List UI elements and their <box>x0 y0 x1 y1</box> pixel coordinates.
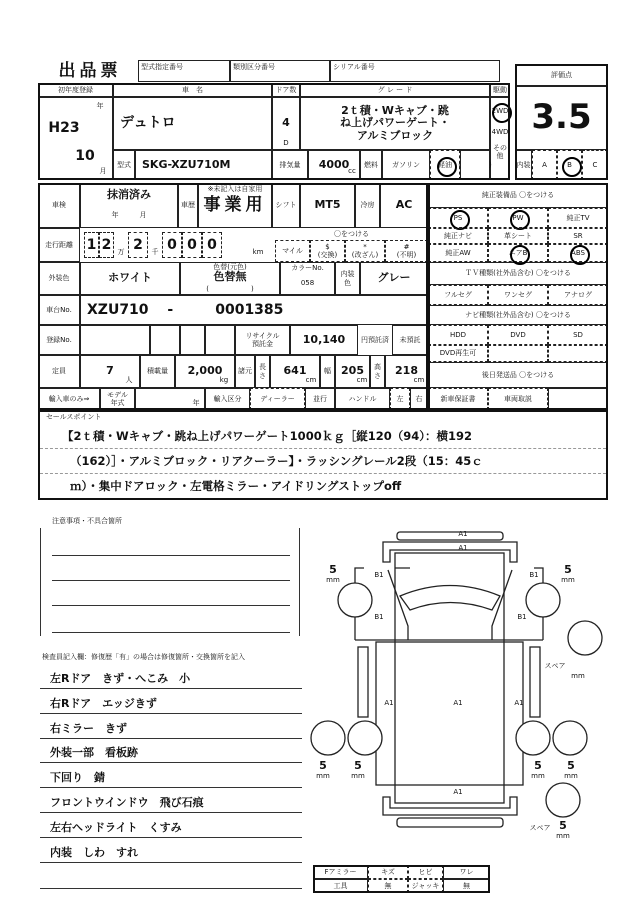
front-left-tire <box>338 583 372 617</box>
length-value: 641 <box>270 355 320 388</box>
tv-fullseg: フルセグ <box>428 285 488 305</box>
color-number: 058 <box>300 278 315 287</box>
inspector-label: 検査員記入欄：修復歴「有」の場合は修復箇所・交換箇所を記入 <box>42 653 245 661</box>
shift-value: MT5 <box>300 183 355 228</box>
tire-tread-depth: 5 <box>319 758 327 772</box>
chassis-label: 車台No. <box>38 295 80 325</box>
cc-unit: cc <box>348 166 356 175</box>
damage-code-label: A1 <box>514 698 524 707</box>
damage-code-label: A1 <box>384 698 394 707</box>
mm-unit: mm <box>561 576 575 585</box>
navi-sd: SD <box>548 325 608 345</box>
mileage-mark-label: 〇をつける <box>334 229 369 238</box>
sen-unit: 千 <box>151 247 159 256</box>
drive-2wd: 2WD <box>490 100 510 122</box>
mm-unit: mm <box>351 772 365 781</box>
right-side-skirt <box>530 647 540 717</box>
table-cell: キズ <box>368 865 408 879</box>
inspector-note-item: 内装 しわ すれ <box>50 845 138 859</box>
car-name-label: 車 名 <box>113 83 272 97</box>
fuel-other: ( ) <box>460 150 490 180</box>
tv-oneseg: ワンセグ <box>488 285 548 305</box>
spare-tire-2 <box>546 783 580 817</box>
table-cell: 無 <box>368 879 408 893</box>
damage-code-label: B1 <box>374 612 384 621</box>
spare-tire-1 <box>568 621 602 655</box>
recycle-amount: 10,140 <box>290 325 358 355</box>
equipment-ABS: ABS <box>548 244 608 262</box>
sales-point-label: セールスポイント <box>46 413 102 421</box>
cab-outline <box>355 568 543 640</box>
handle-label: ハンドル <box>335 388 390 410</box>
rear-left-inner-tire <box>348 721 382 755</box>
drive-other: その他 <box>493 143 507 160</box>
table-cell: ワレ <box>443 865 490 879</box>
door-count: 4 <box>272 97 300 150</box>
sales-point-line: （162）］・アルミブロック・リアクーラー】・ラッシングレール2段（15：45ｃ <box>70 454 483 468</box>
bed-outline <box>376 642 523 785</box>
table-cell: Fアミラー <box>313 865 368 879</box>
width-label: 幅 <box>320 355 335 388</box>
equipment-純正ナビ: 純正ナビ <box>428 228 488 244</box>
first-registration-label: 初年度登録 <box>38 83 113 97</box>
history-label: 車歴 <box>178 183 198 228</box>
model-code: SKG-XZU710M <box>135 150 272 180</box>
color-change: 色替無 <box>213 270 247 284</box>
equipment-PW: PW <box>488 208 548 228</box>
notes-label: 注意事項・不具合箇所 <box>52 517 122 525</box>
rear-left-outer-tire <box>311 721 345 755</box>
grade-label: グ レ ー ド <box>300 83 490 97</box>
front-right-tire <box>526 583 560 617</box>
windshield <box>400 586 500 611</box>
car-name: デュトロ <box>113 97 272 150</box>
tire-tread-depth: 5 <box>567 758 575 772</box>
mm-unit: mm <box>531 772 545 781</box>
inspection-value: 抹消済み <box>107 187 151 201</box>
navi-hdd: HDD <box>428 325 488 345</box>
vehicle-manual: 車両取説 <box>488 388 548 410</box>
form-title: 出品票 <box>58 61 122 82</box>
equipment-PS: PS <box>428 208 488 228</box>
mileage-digit: 0 <box>182 232 202 258</box>
mm-unit: mm <box>556 832 570 841</box>
km-unit: km <box>252 247 264 256</box>
inspection-label: 車検 <box>38 183 80 228</box>
damage-code-label: A1 <box>458 529 468 538</box>
model-year-label: モデル 年式 <box>100 388 135 410</box>
table-cell: 工具 <box>313 879 368 893</box>
damage-code-label: A1 <box>458 543 468 552</box>
ac-value: AC <box>380 183 428 228</box>
fuel-diesel: 軽油 <box>430 150 460 180</box>
damage-code-label: B1 <box>374 570 384 579</box>
handle-right: 右 <box>410 388 428 410</box>
load-label: 積載量 <box>140 355 175 388</box>
score-label: 評価点 <box>515 64 608 86</box>
grade: 2ｔ積・Wキャブ・跳 ね上げパワーゲート・ アルミブロック <box>300 97 490 150</box>
spare-label-2: スペア <box>529 823 551 832</box>
rear-right-inner-tire <box>516 721 550 755</box>
load-unit: kg <box>219 376 229 385</box>
category-number-field: 類別区分番号 <box>230 60 330 82</box>
spec-label: 諸元 <box>235 355 255 388</box>
mileage-digit: 2 <box>99 232 114 258</box>
exterior-color-label: 外装色 <box>38 262 80 295</box>
recycle-not-deposited: 未預託 <box>392 325 428 355</box>
mileage-digit: 2 <box>128 232 148 258</box>
history-note: ※未記入は自家用 <box>207 184 263 193</box>
front-bumper-outer <box>397 532 503 540</box>
color-change-label: 色替(元色) <box>213 263 247 272</box>
import-parallel: 並行 <box>305 388 335 410</box>
tv-analog: アナログ <box>548 285 608 305</box>
mile-option: マイル <box>275 240 310 262</box>
drive-4wd: 4WD <box>491 127 509 136</box>
inspector-note-item: 右ミラー きず <box>50 721 127 735</box>
model-year-unit: 年 <box>192 398 200 407</box>
damage-code-label: A1 <box>453 787 463 796</box>
serial-number-field: シリアル番号 <box>330 60 500 82</box>
mm-unit: mm <box>571 672 585 681</box>
inspector-note-item: 左Rドア きず・へこみ 小 <box>50 672 191 685</box>
era-year: H23 <box>48 119 80 136</box>
rear-right-outer-tire <box>553 721 587 755</box>
capacity-label: 定員 <box>38 355 80 388</box>
fuel-gasoline: ガソリン <box>382 150 430 180</box>
score-value: 3.5 <box>515 86 608 150</box>
navi-dvd: DVD <box>488 325 548 345</box>
door-unit: D <box>283 138 289 147</box>
exterior-color: ホワイト <box>80 262 180 295</box>
inspector-note-item: 右Rドア エッジきず <box>50 696 157 710</box>
interior-score-label: 内装 <box>515 150 532 180</box>
sales-point-line: ｍ）・集中ドアロック・左電格ミラー・アイドリングストップoff <box>70 479 402 493</box>
mileage-digit: 0 <box>162 232 182 258</box>
capacity-value: 7 <box>80 355 140 388</box>
mm-unit: mm <box>316 772 330 781</box>
registration-month: 10 <box>75 147 95 164</box>
mm-unit: mm <box>564 772 578 781</box>
tire-tread-depth: 5 <box>329 562 337 576</box>
damage-code-label: B1 <box>529 570 539 579</box>
table-cell: ジャッキ <box>408 879 443 893</box>
history-value: 事業用 <box>198 183 272 228</box>
equipment-エアB: エアB <box>488 244 548 262</box>
table-cell: ヒビ <box>408 865 443 879</box>
length-label: 長 さ <box>255 355 270 388</box>
inspector-note-item: 下回り 錆 <box>50 771 105 785</box>
load-value: 2,000 <box>175 355 235 388</box>
cm-unit: cm <box>305 376 317 385</box>
left-side-skirt <box>358 647 368 717</box>
damage-code-label: B1 <box>517 612 527 621</box>
equipment-SR: SR <box>548 228 608 244</box>
exchanged-option: $ (交換) <box>310 240 345 262</box>
inspector-note-item: 左右ヘッドライト くすみ <box>50 820 182 834</box>
sales-point-line: 【2ｔ積・Wキャブ・跳ね上げパワーゲート1000ｋｇ［縦120（94）：横192 <box>62 429 472 443</box>
drive-label: 駆動 <box>490 83 510 97</box>
navi-type-label: ナビ種類(社外品含む) 〇をつける <box>428 305 608 325</box>
front-bumper <box>383 542 517 562</box>
damage-code-label: A1 <box>453 698 463 707</box>
tire-tread-depth: 5 <box>564 562 572 576</box>
month-unit: 月 <box>99 166 107 175</box>
inspection-date: 年 月 <box>111 210 147 219</box>
shift-label: シフト <box>272 183 300 228</box>
interior-score-a: A <box>532 150 557 180</box>
recycle-deposited: 円預託済 <box>361 335 389 344</box>
cm-unit: cm <box>356 376 368 385</box>
equipment-純正AW: 純正AW <box>428 244 488 262</box>
body-outline <box>395 553 504 803</box>
fuel-label: 燃料 <box>360 150 382 180</box>
rear-bar <box>397 818 503 827</box>
import-label: 輸入車のみ⇒ <box>38 388 100 410</box>
chassis-number: XZU710 - 0001385 <box>80 295 428 325</box>
tv-type-label: ＴＶ種類(社外品含む) 〇をつける <box>428 262 608 285</box>
interior-color: グレー <box>360 262 428 295</box>
import-dealer: ディーラー <box>250 388 305 410</box>
inspector-note-item: 外装一部 看板跡 <box>50 746 138 760</box>
registration-label: 登録No. <box>38 325 80 355</box>
spare-label-1: スペア <box>544 661 566 670</box>
mm-unit: mm <box>326 576 340 585</box>
tire-tread-depth: 5 <box>534 758 542 772</box>
model-designation-field: 型式指定番号 <box>138 60 230 82</box>
unknown-option: # (不明) <box>385 240 428 262</box>
inspector-note-item: フロントウインドウ 飛び石痕 <box>50 796 204 809</box>
interior-score-b: B <box>557 150 582 180</box>
handle-left: 左 <box>390 388 410 410</box>
later-items-label: 後日発送品 〇をつける <box>428 362 608 388</box>
new-car-warranty: 新車保証書 <box>428 388 488 410</box>
model-label: 型式 <box>113 150 135 180</box>
height-label: 高 さ <box>370 355 385 388</box>
dvd-playback: DVD再生可 <box>428 345 488 362</box>
recycle-label: リサイクル 預託金 <box>235 325 290 355</box>
spare-depth-2: 5 <box>559 818 567 832</box>
height-value: 218 <box>385 355 428 388</box>
rear-bumper <box>383 797 517 815</box>
doors-label: ドア数 <box>272 83 300 97</box>
width-value: 205 <box>335 355 370 388</box>
mileage-digit: 1 <box>84 232 99 258</box>
interior-score-c: C <box>582 150 608 180</box>
color-change-original: ( ) <box>206 284 254 293</box>
ac-label: 冷房 <box>355 183 380 228</box>
import-type-label: 輸入区分 <box>205 388 250 410</box>
table-cell: 無 <box>443 879 490 893</box>
color-number-label: カラーNo. <box>291 263 324 272</box>
equipment-label: 純正装備品 〇をつける <box>428 183 608 208</box>
cm-unit: cm <box>413 376 425 385</box>
mileage-label: 走行距離 <box>38 228 80 262</box>
mileage-digit: 0 <box>202 232 222 258</box>
interior-color-label: 内装 色 <box>335 262 360 295</box>
tampered-option: * (改ざん) <box>345 240 385 262</box>
displacement-label: 排気量 <box>272 150 308 180</box>
displacement: 4000 <box>308 150 360 180</box>
equipment-革シート: 革シート <box>488 228 548 244</box>
tire-tread-depth: 5 <box>354 758 362 772</box>
equipment-純正TV: 純正TV <box>548 208 608 228</box>
year-unit: 年 <box>96 101 104 110</box>
capacity-unit: 人 <box>125 376 133 385</box>
man-unit: 万 <box>117 247 125 256</box>
